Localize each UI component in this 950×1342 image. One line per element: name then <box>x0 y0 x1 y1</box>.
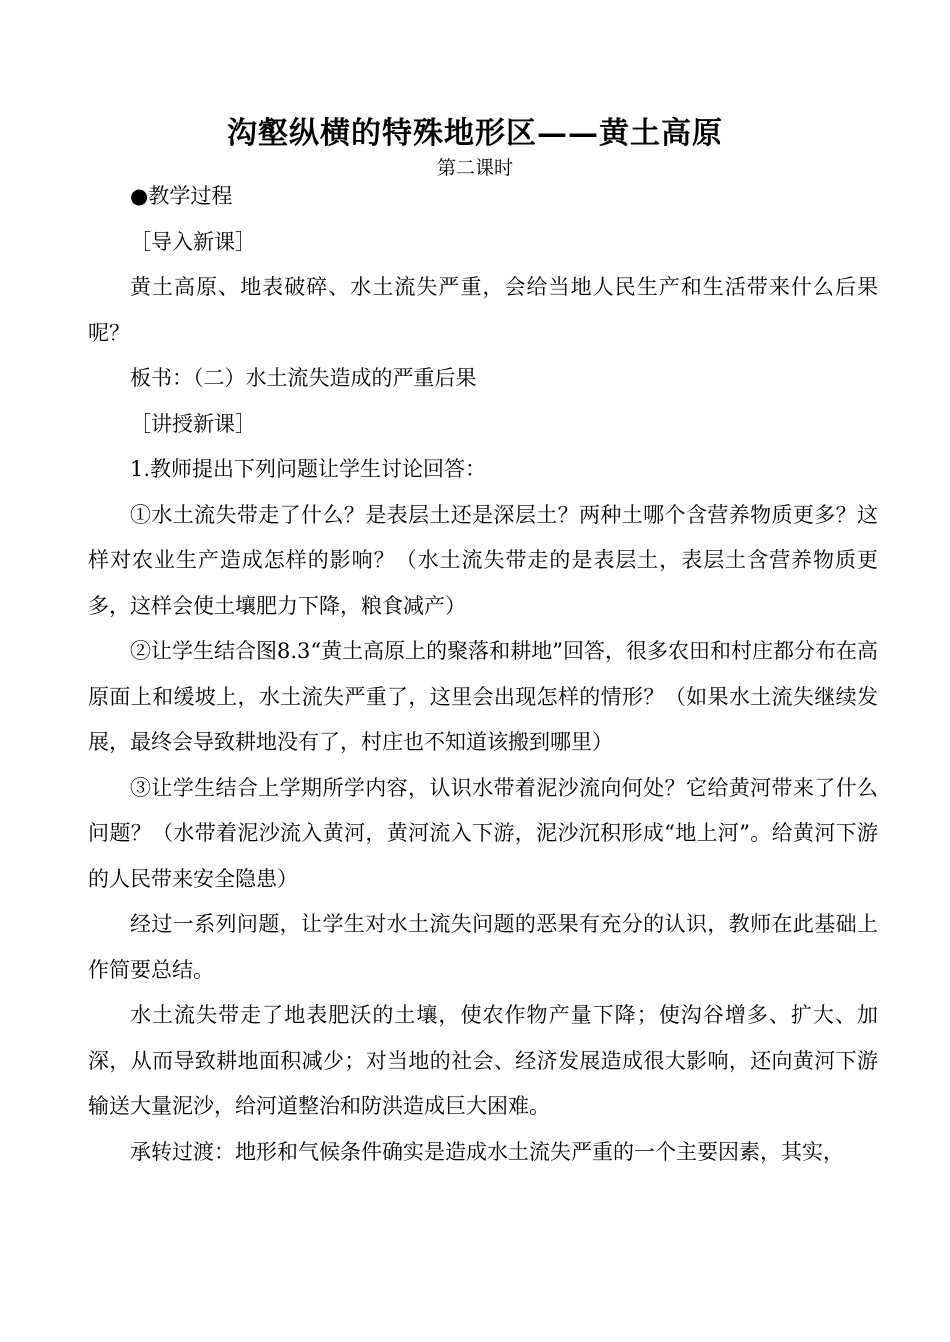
blackboard-note: 板书：（二）水土流失造成的严重后果 <box>130 366 477 390</box>
paragraph: 黄土高原、地表破碎、水土流失严重，会给当地人民生产和生活带来什么后果呢？ <box>88 275 878 345</box>
question-item-1: ①水土流失带走了什么？是表层土还是深层土？两种土哪个含营养物质更多？这样对农业生产造成怎样的影响？（水土流失带走的是表层土，表层土含营养物质更多，这样会使土壤肥力下降，粮食减产） <box>88 502 878 618</box>
section-label-intro: ［导入新课］ <box>130 229 256 254</box>
document-body <box>88 174 878 1175</box>
document-subtitle: 第二课时 <box>436 157 513 179</box>
section-label-lecture: ［讲授新课］ <box>130 411 256 436</box>
paragraph: 承转过渡：地形和气候条件确实是造成水土流失严重的一个主要因素，其实， <box>130 1139 844 1164</box>
question-item-2: ②让学生结合图8.3“黄土高原上的聚落和耕地”回答，很多农田和村庄都分布在高原面上和缓坡上，水土流失严重了，这里会出现怎样的情形？（如果水土流失继续发展，最终会导致耕地没有了，村庄也不知道该搬到哪里） <box>88 639 878 754</box>
document-title: 沟壑纵横的特殊地形区——黄土高原 <box>227 116 723 151</box>
question-item-3: ③让学生结合上学期所学内容，认识水带着泥沙流向何处？它给黄河带来了什么问题？（水带着泥沙流入黄河，黄河流入下游，泥沙沉积形成“地上河”。给黄河下游的人民带来安全隐患） <box>88 775 878 891</box>
paragraph: 经过一系列问题，让学生对水土流失问题的恶果有充分的认识，教师在此基础上作简要总结。 <box>88 912 878 982</box>
paragraph: 1.教师提出下列问题让学生讨论回答： <box>130 457 487 481</box>
section-heading-teaching-process: ●教学过程 <box>130 184 233 208</box>
paragraph: 水土流失带走了地表肥沃的土壤，使农作物产量下降；使沟谷增多、扩大、加深，从而导致耕地面积减少；对当地的社会、经济发展造成很大影响，还向黄河下游输送大量泥沙，给河道整治和防洪造成巨大困难。 <box>88 1003 878 1118</box>
